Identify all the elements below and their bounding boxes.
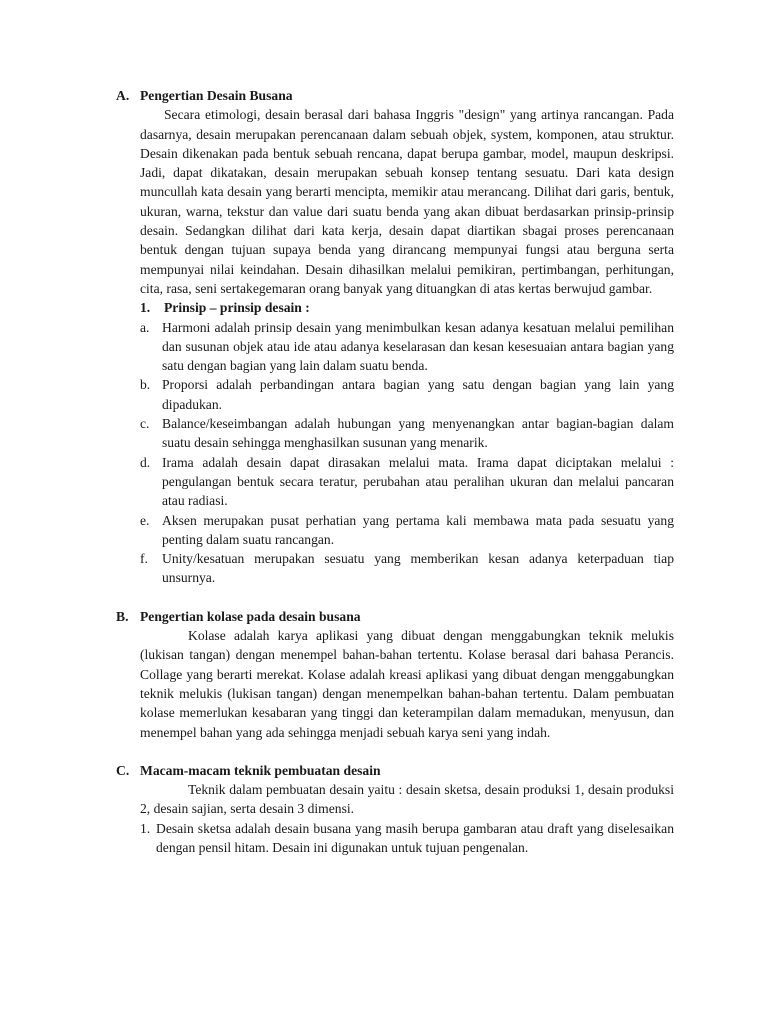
list-marker: a. [140, 319, 150, 335]
list-item [140, 318, 674, 376]
list-text: Desain sketsa adalah desain busana yang masih berupa gambaran atau draft yang diselesaikan dengan pensil hitam. Desain ini digunakan untuk tujuan pengenalan. [156, 820, 674, 855]
list-text: Balance/keseimbangan adalah hubungan yang menyenangkan antar bagian-bagian dalam suatu desain sehingga menghasilkan susunan yang menarik. [162, 416, 674, 451]
list-text: Irama adalah desain dapat dirasakan melalui mata. Irama dapat diciptakan melalui : pengulangan bentuk secara teratur, perubahan atau peralihan ukuran dan melalui pancaran atau radiasi. [162, 454, 674, 509]
section-a-letter: A. [116, 88, 130, 103]
list-item [140, 375, 674, 414]
section-b-heading [116, 607, 674, 626]
list-marker: f. [140, 551, 148, 567]
list-item [140, 549, 674, 588]
list-item [140, 511, 674, 550]
principles-subheading [140, 298, 674, 317]
document-content [116, 86, 674, 857]
section-a-heading [116, 86, 674, 105]
section-a-paragraph: Secara etimologi, desain berasal dari bahasa Inggris "design" yang artinya rancangan. Pada dasarnya, desain merupakan perencanaan dalam sebuah objek, system, komponen, atau struktur. Desain dikenakan pada bentuk sebuah rencana, dapat berupa gambar, model, maupun deskripsi. Jadi, dapat dikatakan, desain merupakan sebuah konsep tentang sesuatu. Dari kata design muncullah kata desain yang berarti mencipta, memikir atau merancang. Dilihat dari garis, bentuk, ukuran, warna, tekstur dan value dari suatu benda yang akan dibuat berdasarkan prinsip-prinsip desain. Sedangkan dilihat dari kata kerja, desain dapat diartikan sbagai proses perencanaan bentuk dengan tujuan supaya benda yang dirancang mempunyai fungsi atau berguna serta mempunyai nilai keindahan. Desain dihasilkan melalui pemikiran, pertimbangan, perhitungan, cita, rasa, seni sertakegemaran orang banyak yang dituangkan di atas kertas berwujud gambar. [140, 107, 674, 296]
section-b-paragraph: Kolase adalah karya aplikasi yang dibuat dengan menggabungkan teknik melukis (lukisan tangan) dengan menempel bahan-bahan tertentu. Kolase berasal dari bahasa Perancis. Collage yang berarti merekat. Kolase adalah kreasi aplikasi yang dibuat dengan menggabungkan teknik melukis (lukisan tangan) dengan menempelkan bahan-bahan tertentu. Dalam pembuatan kolase memerlukan kesabaran yang tinggi dan keterampilan dalam memadukan, menyusun, dan menempel bahan yang ada sehingga menjadi sebuah karya seni yang indah. [140, 628, 674, 740]
list-marker: c. [140, 416, 150, 432]
list-text: Unity/kesatuan merupakan sesuatu yang memberikan kesan adanya keterpaduan tiap unsurnya. [162, 551, 674, 586]
section-c-letter: C. [116, 762, 130, 778]
section-a-title: Pengertian Desain Busana [140, 88, 293, 103]
section-c-title: Macam-macam teknik pembuatan desain [140, 762, 381, 778]
list-text: Aksen merupakan pusat perhatian yang pertama kali membawa mata pada sesuatu yang penting dalam suatu rancangan. [162, 512, 674, 547]
section-b-title: Pengertian kolase pada desain busana [140, 608, 361, 624]
section-c-paragraph: Teknik dalam pembuatan desain yaitu : desain sketsa, desain produksi 1, desain produksi 2, desain sajian, serta desain 3 dimensi. [140, 782, 674, 817]
section-spacer [116, 588, 674, 607]
list-item [140, 414, 674, 453]
list-text: Harmoni adalah prinsip desain yang menimbulkan kesan adanya kesatuan melalui pemilihan dan susunan objek atau ide atau adanya keselarasan dan kesan kesesuaian antara bagian yang satu dengan bagian yang lain dalam suatu benda. [162, 319, 674, 374]
principles-title: Prinsip – prinsip desain : [164, 300, 310, 316]
list-marker: 1. [140, 820, 151, 836]
principles-number: 1. [140, 300, 151, 316]
section-b-letter: B. [116, 608, 129, 624]
list-item [140, 453, 674, 511]
list-marker: b. [140, 377, 151, 393]
section-spacer [116, 742, 674, 761]
list-marker: e. [140, 512, 150, 528]
list-item [140, 819, 674, 858]
list-marker: d. [140, 454, 151, 470]
section-c-heading [116, 761, 674, 780]
list-text: Proporsi adalah perbandingan antara bagian yang satu dengan bagian yang lain yang dipadukan. [162, 377, 674, 412]
